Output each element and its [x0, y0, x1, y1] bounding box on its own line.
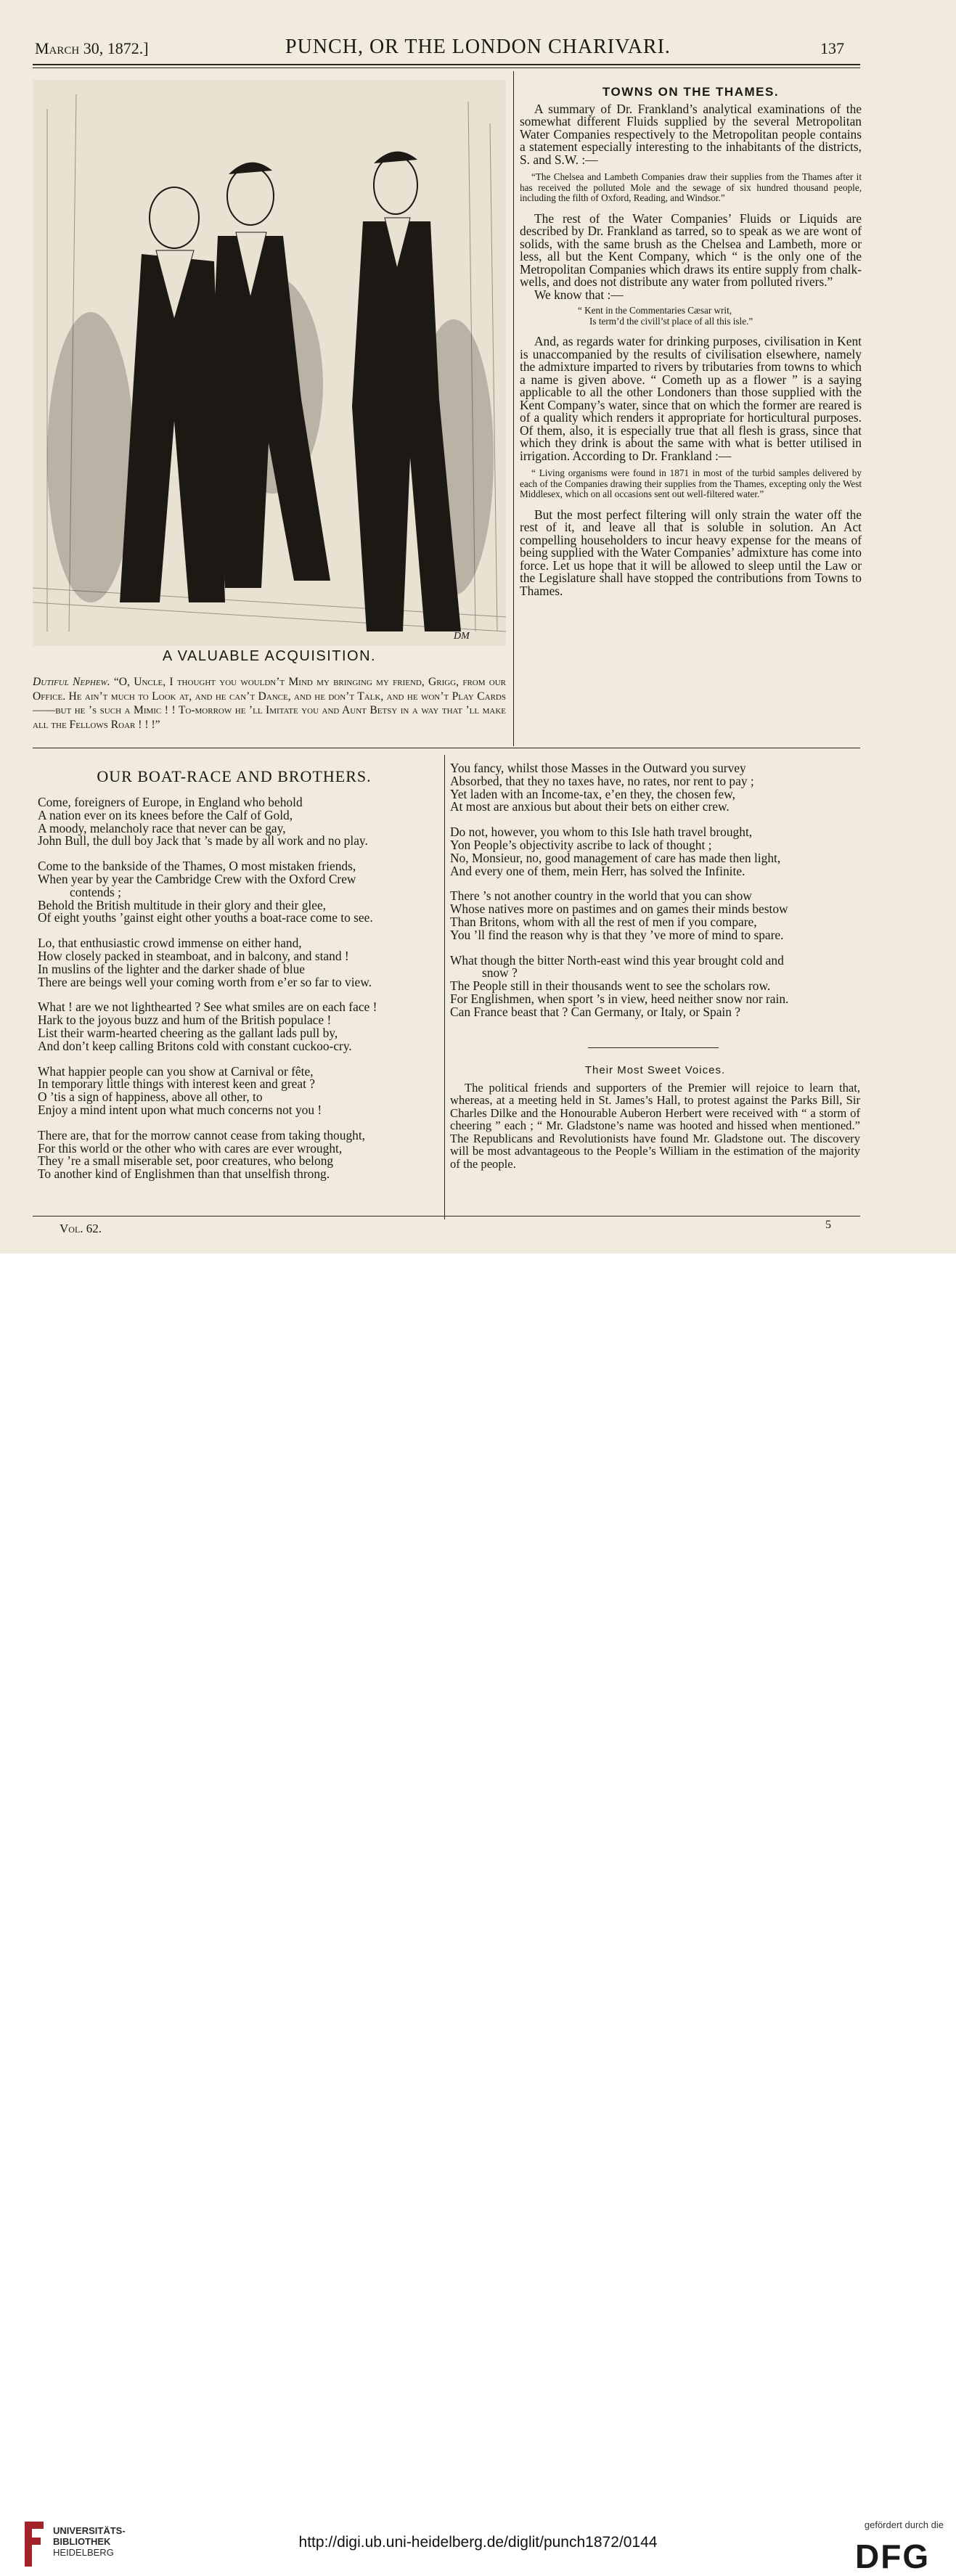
voices-article: [450, 1064, 860, 1170]
credit-bar: [0, 1254, 956, 2575]
poem-line: Come, foreigners of Europe, in England who behold: [38, 795, 303, 809]
footer-signature-mark: 5: [825, 1219, 831, 1231]
poem-line: Than Britons, whom with all the rest of men if you compare,: [450, 914, 757, 929]
poem-line: What though the bitter North-east wind this year brought cold and: [450, 952, 784, 968]
poem-line: snow ?: [482, 965, 518, 981]
towns-paragraph-5: But the most perfect filtering will only strain the water off the rest of it, and leave all that is soluble in solution. An Act compelling householders to incur heavy expense for the means of being supplied with the Water Companies’ admixture has come into force. Let us hope that it will be allowed to sleep until the Law or the Legislature shall have stopped the contributions from Towns to Thames.: [520, 507, 862, 598]
header-page-number: 137: [820, 39, 844, 57]
towns-paragraph-3: We know that :—: [534, 287, 624, 302]
poem-line: You ’ll find the reason why is that they ’ve more of mind to spare.: [450, 927, 784, 942]
caption-body: “O, Uncle, I thought you wouldn’t Mind my bringing my friend, Grigg, from our Office. He ain’t much to Look at, and he can’t Dance, and he don’t Talk, and he won’t Play Cards——but he ’s such a Mimic ! ! To-morrow he ’ll Imitate you and Aunt Betsy in a way that ’ll make all the Fellows Roar ! ! !”: [33, 676, 506, 731]
poem-line: To another kind of Englishmen than that unselfish throng.: [38, 1166, 330, 1182]
dfg-logo-icon: DFG: [855, 2538, 931, 2575]
poem-line: Whose natives more on pastimes and on games their minds bestow: [450, 901, 788, 917]
poem-stanza: [450, 762, 860, 814]
caption-speaker: Dutiful Nephew.: [33, 676, 110, 688]
poem-line: In temporary little things with interest keen and great ?: [38, 1076, 315, 1092]
cartoon-illustration: [33, 80, 506, 646]
voices-text: The political friends and supporters of the Premier will rejoice to learn that, whereas, at a meeting held in St. James’s Hall, to protest against the Parks Bill, Sir Charles Dilke and the Honourable Auberon Herbert were received with “ a storm of cheering ” each ; “ Mr. Gladstone’s name was hooted and hissed when mentioned.” The Republicans and Revolutionists have found Mr. Gladstone out. The discovery will be most advantageous to the People’s William in the estimation of the majority of the people.: [450, 1080, 860, 1171]
poem-line: Hark to the joyous buzz and hum of the British populace !: [38, 1013, 332, 1028]
poem-stanza: [38, 796, 438, 848]
poem-stanza: [38, 1129, 438, 1181]
poem-stanza: [450, 890, 860, 941]
voices-title: Their Most Sweet Voices.: [584, 1064, 726, 1076]
towns-quote-2-text: “ Living organisms were found in 1871 in most of the turbid samples delivered by each of the Companies drawing their supplies from the Thames, excepting only the West Middlesex, which on all occasions sent out well-filtered water.”: [520, 467, 862, 499]
poem-line: Of eight youths ’gainst eight other youths a boat-race come to see.: [38, 910, 373, 925]
towns-quote-2: [520, 468, 862, 500]
towns-paragraph-1: A summary of Dr. Frankland’s analytical examinations of the somewhat different Fluids supplied by the several Metropolitan Water Companies respectively to the Metropolitan people contains a statement especially interesting to the inhabitants of the districts, S. and S.W. :—: [520, 101, 862, 167]
towns-paragraph-4: And, as regards water for drinking purposes, civilisation in Kent is unaccompanied by the results of civilisation elsewhere, namely the admixture imparted to rivers by tributaries from towns to which a name is given above. “ Cometh up as a flower ” is a saying applicable to all the other Londoners than those supplied with the Kent Company’s water, since that on which the former are reared is of a quality which renders it appropriate for horticultural purposes. Of them, also, it is especially true that all flesh is grass, since that which they drink is about the same with what is better utilised in irrigation. According to Dr. Frankland :—: [520, 334, 862, 463]
poem-line: What happier people can you show at Carnival or fête,: [38, 1063, 314, 1079]
poem-line: Behold the British multitude in their glory and their glee,: [38, 897, 327, 912]
illustration-caption: [33, 675, 506, 732]
towns-title: TOWNS ON THE THAMES.: [602, 85, 780, 99]
towns-verse: [578, 306, 862, 327]
page-scan: [0, 0, 956, 1254]
poem-line: No, Monsieur, no, good management of care has made then light,: [450, 850, 781, 865]
poem-stanza: [450, 826, 860, 878]
poem-line: Absorbed, that they no taxes have, no rates, nor rent to pay ;: [450, 773, 754, 788]
header-rule: [33, 64, 860, 65]
poem-line: Lo, that enthusiastic crowd immense on either hand,: [38, 936, 302, 951]
poem-line: At most are anxious but about their bets on either crew.: [450, 799, 730, 814]
poem-line: A moody, melancholy race that never can be gay,: [38, 820, 286, 835]
poem-right-column: [450, 762, 860, 1031]
poem-line: O ’tis a sign of happiness, above all other, to: [38, 1089, 263, 1105]
footer-rule: [33, 1216, 860, 1217]
poem-line: You fancy, whilst those Masses in the Outward you survey: [450, 761, 746, 775]
towns-article: [520, 86, 862, 597]
poem-line: Yon People’s objectivity ascribe to lack of thought ;: [450, 837, 712, 852]
column-divider-top: [513, 71, 514, 746]
poem-line: There are beings well your coming worth from e’er so far to view.: [38, 974, 372, 989]
illustration-signature: DM: [454, 631, 470, 642]
poem-line: Can France beast that ? Can Germany, or Italy, or Spain ?: [450, 1004, 741, 1019]
poem-line: There are, that for the morrow cannot cease from taking thought,: [38, 1127, 366, 1142]
poem-line: The People still in their thousands went to see the scholars row.: [450, 978, 771, 994]
library-name-line-1: UNIVERSITÄTS-: [53, 2525, 126, 2536]
poem-stanza: [38, 860, 438, 925]
poem-line: And every one of them, mein Herr, has solved the Infinite.: [450, 863, 745, 878]
towns-paragraph-2: The rest of the Water Companies’ Fluids or Liquids are described by Dr. Frankland as tarred, so to speak as we are wont of solids, with the same brush as the Chelsea and Lambeth, more or less, all but the Kent Company, which “ is the only one of the Metropolitan Companies which draws its entire supply from chalk-wells, and does not distribute any water from polluted rivers.”: [520, 210, 862, 289]
funding-note: gefördert durch die: [864, 2519, 944, 2530]
towns-verse-line-2: Is term’d the civill’st place of all this isle.”: [589, 315, 753, 327]
poem-stanza: [450, 954, 860, 1019]
header-title: PUNCH, OR THE LONDON CHARIVARI.: [285, 36, 671, 58]
voices-rule: [588, 1047, 719, 1048]
poem-line: They ’re a small miserable set, poor creatures, who belong: [38, 1153, 334, 1169]
poem-line: There ’s not another country in the world that you can show: [450, 888, 752, 904]
poem-line: contends ;: [70, 884, 121, 899]
poem-line: And don’t keep calling Britons cold with constant cuckoo-cry.: [38, 1038, 352, 1053]
column-divider-bottom: [444, 755, 445, 1219]
poem-line: In muslins of the lighter and the darker shade of blue: [38, 961, 305, 976]
poem-line: For this world or the other who with cares are ever wrought,: [38, 1140, 343, 1156]
poem-line: Yet laden with an Income-tax, e’en they, the chosen few,: [450, 786, 735, 801]
poem-line: Come to the bankside of the Thames, O most mistaken friends,: [38, 859, 356, 874]
footer-volume: Vol. 62.: [60, 1222, 102, 1235]
source-url-link[interactable]: http://digi.ub.uni-heidelberg.de/diglit/punch1872/0144: [298, 2534, 658, 2551]
poem-stanza: [38, 1063, 438, 1117]
towns-quote-1-text: “The Chelsea and Lambeth Companies draw their supplies from the Thames after it has received the polluted Mole and the sewage of six hundred thousand people, including the filth of Oxford, Reading, and Windsor.”: [520, 171, 862, 203]
poem-stanza: [38, 1001, 438, 1052]
poem-line: Enjoy a mind intent upon what much concerns not you !: [38, 1102, 322, 1117]
poem-line: List their warm-hearted cheering as the gallant lads pull by,: [38, 1025, 338, 1040]
library-name-line-3: HEIDELBERG: [53, 2547, 114, 2558]
poem-line: A nation ever on its knees before the Calf of Gold,: [38, 807, 293, 822]
poem-line: What ! are we not lighthearted ? See what smiles are on each face !: [38, 999, 377, 1015]
library-name-line-2: BIBLIOTHEK: [53, 2536, 111, 2547]
poem-line: When year by year the Cambridge Crew with the Oxford Crew: [38, 871, 356, 886]
poem-line: For Englishmen, when sport ’s in view, heed neither snow nor rain.: [450, 991, 789, 1006]
poem-stanza: [38, 937, 438, 989]
poem-left-column: [38, 796, 438, 1193]
poem-title: OUR BOAT-RACE AND BROTHERS.: [97, 767, 372, 785]
header-date: March 30, 1872.]: [35, 39, 149, 57]
towns-quote-1: [520, 172, 862, 204]
poem-line: How closely packed in steamboat, and in balcony, and stand !: [38, 948, 349, 963]
poem-line: Do not, however, you whom to this Isle hath travel brought,: [450, 825, 753, 840]
poem-line: John Bull, the dull boy Jack that ’s made by all work and no play.: [38, 833, 368, 849]
illustration-title: A VALUABLE ACQUISITION.: [162, 648, 377, 664]
towns-verse-line-1: “ Kent in the Commentaries Cæsar writ,: [578, 305, 732, 316]
